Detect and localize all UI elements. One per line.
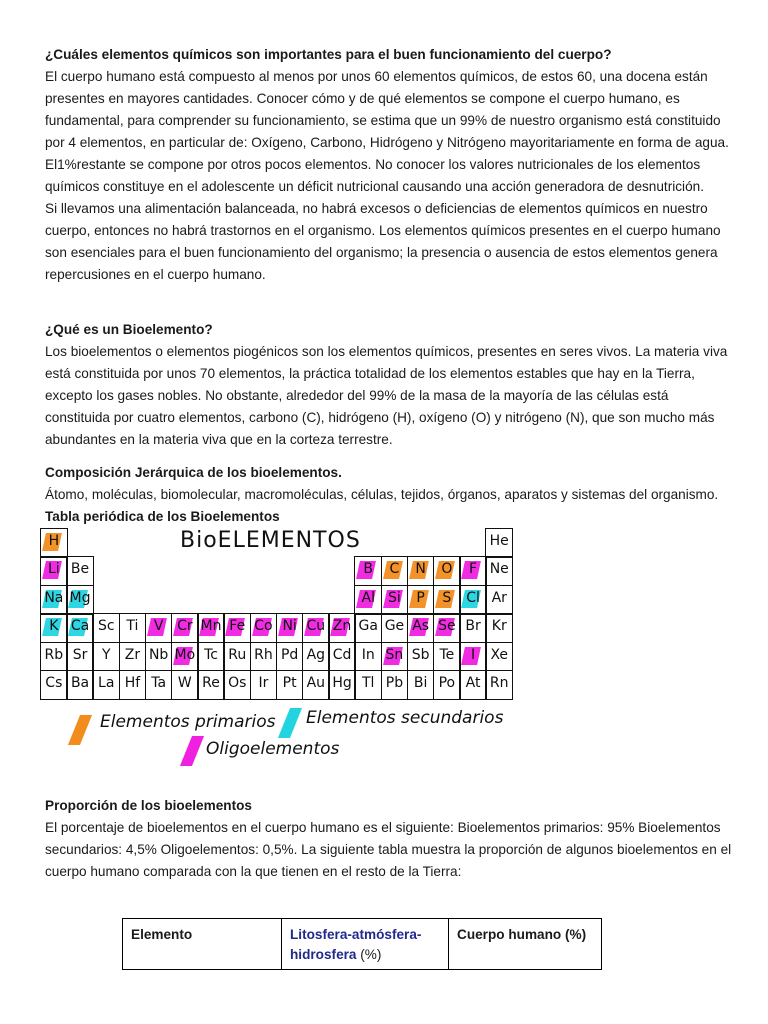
- element-cell-o: [433, 556, 461, 586]
- section-bioelemento: [45, 319, 735, 451]
- element-symbol: Ir: [258, 675, 269, 691]
- element-cell-s: [433, 585, 461, 615]
- element-cell-cs: [40, 670, 68, 700]
- element-cell-rn: [485, 670, 513, 700]
- element-symbol: W: [177, 675, 192, 691]
- element-symbol: Sr: [72, 646, 88, 663]
- legend-swatch-primarios: [68, 715, 92, 745]
- element-cell-te: [433, 642, 461, 672]
- element-symbol: Au: [306, 675, 326, 691]
- element-symbol: Ca: [70, 618, 90, 635]
- element-symbol: Sb: [411, 646, 430, 663]
- element-symbol: C: [389, 561, 400, 578]
- element-symbol: Sn: [385, 646, 404, 663]
- element-symbol: F: [469, 561, 478, 578]
- element-symbol: Br: [465, 618, 481, 635]
- element-symbol: Ge: [384, 618, 405, 635]
- element-symbol: Y: [101, 646, 111, 663]
- legend-label-oligo: Oligoelementos: [206, 739, 340, 759]
- element-symbol: Rb: [44, 646, 64, 663]
- element-cell-cl: [459, 585, 487, 615]
- element-symbol: Hf: [124, 675, 141, 691]
- element-symbol: Re: [202, 675, 220, 691]
- table-header-row: [123, 919, 602, 970]
- element-symbol: Cu: [306, 618, 326, 635]
- element-symbol: O: [441, 561, 453, 578]
- element-cell-la: [92, 670, 120, 700]
- header-elemento: Elemento: [123, 919, 282, 970]
- element-symbol: K: [49, 618, 59, 635]
- element-cell-tc: [197, 642, 225, 672]
- element-cell-re: [197, 670, 225, 700]
- element-cell-ir: [250, 670, 278, 700]
- element-cell-ar: [485, 585, 513, 615]
- element-cell-au: [302, 670, 330, 700]
- element-cell-sn: [381, 642, 409, 672]
- section-elementos-importantes: [45, 44, 735, 286]
- header-litosfera: [282, 919, 449, 970]
- table-heading: Tabla periódica de los Bioelementos: [45, 509, 280, 524]
- element-symbol: Os: [228, 675, 247, 691]
- element-symbol: Ni: [282, 618, 297, 635]
- element-cell-fe: [223, 613, 251, 643]
- element-symbol: B: [363, 561, 374, 578]
- element-symbol: Rh: [254, 646, 273, 663]
- element-symbol: Co: [254, 618, 273, 635]
- element-cell-y: [92, 642, 120, 672]
- proportion-table: [122, 918, 602, 970]
- element-symbol: Rn: [489, 675, 509, 691]
- paragraph: Átomo, moléculas, biomolecular, macromoléculas, células, tejidos, órganos, aparatos y sistemas del organismo.: [45, 487, 719, 502]
- element-symbol: Ag: [306, 646, 326, 663]
- element-symbol: Zr: [124, 646, 141, 663]
- element-symbol: In: [361, 646, 375, 663]
- element-cell-sb: [407, 642, 435, 672]
- element-cell-c: [381, 556, 409, 586]
- element-cell-hf: [119, 670, 147, 700]
- element-symbol: Nb: [148, 646, 169, 663]
- element-cell-ni: [276, 613, 304, 643]
- element-cell-tl: [354, 670, 382, 700]
- element-symbol: Xe: [490, 646, 509, 663]
- element-symbol: Si: [388, 589, 401, 606]
- element-symbol: Cr: [177, 618, 193, 635]
- element-cell-rh: [250, 642, 278, 672]
- element-symbol: Al: [361, 589, 375, 606]
- paragraph: El porcentaje de bioelementos en el cuerpo humano es el siguiente: Bioelementos primarios: 95% Bioelementos secundarios: 4,5% Oligoelementos: 0,5%. La siguiente tabla muestra la proporción de algunos bioelementos en el cuerpo humano comparada con la que tienen en el resto de la Tierra:: [45, 820, 732, 879]
- element-symbol: Sc: [97, 618, 115, 635]
- element-cell-cu: [302, 613, 330, 643]
- element-cell-ag: [302, 642, 330, 672]
- element-cell-rb: [40, 642, 68, 672]
- section-composicion: [45, 462, 735, 528]
- element-cell-zr: [119, 642, 147, 672]
- element-cell-mg: [66, 585, 94, 615]
- legend-label-primarios: Elementos primarios: [100, 712, 276, 732]
- element-cell-he: [485, 528, 513, 558]
- paragraph: Los bioelementos o elementos piogénicos son los elementos químicos, presentes en seres vivos. La materia viva está constituida por unos 70 elementos, la práctica totalidad de los elementos estables que hay en la Tierra, excepto los gases nobles. No obstante, alrededor del 99% de la masa de la mayoría de las células está constituida por cuatro elementos, carbono (C), hidrógeno (H), oxígeno (O) y nitrógeno (N), que son mucho más abundantes en la materia viva que en la corteza terrestre.: [45, 344, 728, 447]
- element-cell-al: [354, 585, 382, 615]
- element-symbol: Tc: [204, 646, 218, 663]
- section-proporcion: [45, 795, 735, 883]
- element-symbol: Pd: [280, 646, 299, 663]
- element-symbol: Na: [44, 589, 64, 606]
- element-cell-f: [459, 556, 487, 586]
- element-symbol: Cl: [466, 589, 480, 606]
- element-cell-mo: [171, 642, 199, 672]
- element-cell-pt: [276, 670, 304, 700]
- element-symbol: Pb: [385, 675, 404, 691]
- element-symbol: Pt: [282, 675, 297, 691]
- element-symbol: Se: [438, 618, 456, 635]
- element-symbol: Mo: [174, 646, 196, 663]
- element-symbol: Bi: [413, 675, 428, 691]
- paragraph: Si llevamos una alimentación balanceada, no habrá excesos o deficiencias de elementos químicos en nuestro cuerpo, entonces no habrá trastornos en el organismo. Los elementos químicos presentes en el cuerpo humano son esenciales para el buen funcionamiento del organismo; la presencia o ausencia de estos elementos genera repercusiones en el cuerpo humano.: [45, 201, 721, 282]
- element-cell-sc: [92, 613, 120, 643]
- element-cell-li: [40, 556, 68, 586]
- element-symbol: Ar: [491, 589, 507, 606]
- element-symbol: H: [48, 533, 60, 549]
- element-cell-mn: [197, 613, 225, 643]
- element-symbol: V: [153, 618, 164, 635]
- element-symbol: Zn: [332, 618, 352, 635]
- element-symbol: Be: [70, 561, 90, 578]
- element-cell-os: [223, 670, 251, 700]
- element-cell-ne: [485, 556, 513, 586]
- element-cell-p: [407, 585, 435, 615]
- section-heading: ¿Cuáles elementos químicos son importantes para el buen funcionamiento del cuerpo?: [45, 47, 612, 62]
- element-cell-hg: [328, 670, 356, 700]
- section-heading: Composición Jerárquica de los bioelementos.: [45, 465, 342, 480]
- element-symbol: Li: [47, 561, 60, 578]
- element-symbol: Mg: [69, 589, 91, 606]
- periodic-table-title: BioELEMENTOS: [180, 528, 361, 553]
- element-cell-br: [459, 613, 487, 643]
- element-symbol: S: [442, 589, 452, 606]
- element-cell-na: [40, 585, 68, 615]
- element-symbol: P: [416, 589, 425, 606]
- element-symbol: Ne: [489, 561, 509, 578]
- element-cell-ba: [66, 670, 94, 700]
- element-symbol: Ta: [151, 675, 167, 691]
- periodic-table: [40, 528, 515, 700]
- element-symbol: Ti: [126, 618, 139, 635]
- element-symbol: Ba: [70, 675, 90, 691]
- element-symbol: Kr: [491, 618, 507, 635]
- element-symbol: Ga: [358, 618, 378, 635]
- element-symbol: At: [465, 675, 481, 691]
- element-cell-co: [250, 613, 278, 643]
- header-cuerpo-humano: Cuerpo humano (%): [449, 919, 602, 970]
- element-cell-ga: [354, 613, 382, 643]
- element-symbol: Ru: [228, 646, 247, 663]
- element-cell-v: [145, 613, 173, 643]
- element-cell-be: [66, 556, 94, 586]
- element-symbol: Po: [438, 675, 456, 691]
- element-cell-n: [407, 556, 435, 586]
- element-cell-sr: [66, 642, 94, 672]
- element-symbol: N: [415, 561, 426, 578]
- element-cell-ge: [381, 613, 409, 643]
- paragraph: El cuerpo humano está compuesto al menos por unos 60 elementos químicos, de estos 60, una docena están presentes en mayores cantidades. Conocer cómo y de qué elementos se compone el cuerpo humano, es fundamental, para comprender su funcionamiento, se estima que un 99% de nuestro organismo está constituido por 4 elementos, en particular de: Oxígeno, Carbono, Hidrógeno y Nitrógeno mayoritariamente en forma de agua. El1%restante se compone por otros pocos elementos. No conocer los valores nutricionales de los elementos químicos constituye en el adolescente un déficit nutricional causando una acción generadora de desnutrición.: [45, 69, 729, 194]
- legend-swatch-secundarios: [278, 708, 302, 738]
- element-cell-pd: [276, 642, 304, 672]
- element-cell-ta: [145, 670, 173, 700]
- element-cell-ru: [223, 642, 251, 672]
- legend-swatch-oligo: [180, 736, 204, 766]
- header-litosfera-label: Litosfera-atmósfera-hidrosfera: [290, 927, 422, 962]
- element-symbol: Mn: [200, 618, 222, 635]
- element-cell-kr: [485, 613, 513, 643]
- element-cell-bi: [407, 670, 435, 700]
- element-symbol: He: [489, 533, 509, 549]
- element-cell-ti: [119, 613, 147, 643]
- element-cell-k: [40, 613, 68, 643]
- element-symbol: As: [412, 618, 430, 635]
- element-cell-in: [354, 642, 382, 672]
- element-cell-at: [459, 670, 487, 700]
- element-cell-xe: [485, 642, 513, 672]
- element-cell-nb: [145, 642, 173, 672]
- element-cell-w: [171, 670, 199, 700]
- element-symbol: I: [470, 646, 476, 663]
- section-heading: Proporción de los bioelementos: [45, 798, 252, 813]
- element-cell-h: [40, 528, 68, 558]
- element-cell-pb: [381, 670, 409, 700]
- element-symbol: La: [98, 675, 115, 691]
- element-cell-po: [433, 670, 461, 700]
- element-symbol: Hg: [332, 675, 352, 691]
- element-symbol: Cs: [45, 675, 63, 691]
- element-cell-b: [354, 556, 382, 586]
- element-cell-cd: [328, 642, 356, 672]
- element-cell-as: [407, 613, 435, 643]
- element-symbol: Tl: [362, 675, 375, 691]
- element-cell-ca: [66, 613, 94, 643]
- element-symbol: Fe: [229, 618, 246, 635]
- element-cell-cr: [171, 613, 199, 643]
- element-cell-se: [433, 613, 461, 643]
- element-cell-si: [381, 585, 409, 615]
- legend-label-secundarios: Elementos secundarios: [306, 708, 504, 728]
- element-cell-zn: [328, 613, 356, 643]
- element-cell-i: [459, 642, 487, 672]
- element-symbol: Cd: [332, 646, 352, 663]
- section-heading: ¿Qué es un Bioelemento?: [45, 322, 213, 337]
- header-litosfera-unit: (%): [356, 947, 382, 962]
- element-symbol: Te: [439, 646, 455, 663]
